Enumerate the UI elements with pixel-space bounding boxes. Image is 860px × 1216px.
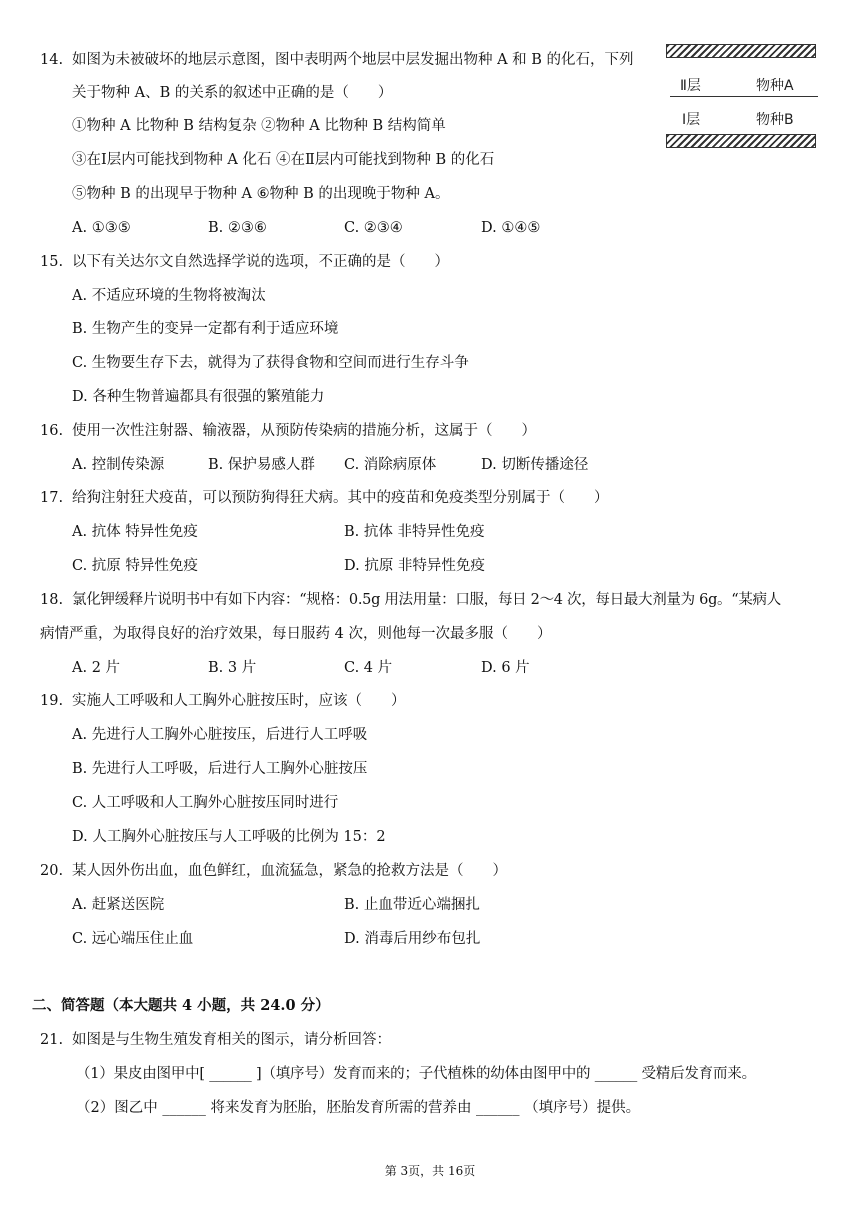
top-hatch-layer [666, 44, 816, 58]
q19-stem: 实施人工呼吸和人工胸外心脏按压时，应该（ ） [72, 693, 406, 709]
q17-option-d: D. 抗原 非特异性免疫 [344, 558, 485, 574]
page-footer: 第 3页，共 16页 [384, 1164, 476, 1178]
species-a-label: 物种A [756, 78, 794, 94]
q15-option-b: B. 生物产生的变异一定都有利于适应环境 [72, 321, 339, 337]
q14-statements-2: ③在Ⅰ层内可能找到物种 A 化石 ④在Ⅱ层内可能找到物种 B 的化石 [72, 152, 495, 168]
bottom-hatch-layer [666, 134, 816, 148]
layer-divider [670, 96, 818, 97]
q15-option-c: C. 生物要生存下去，就得为了获得食物和空间而进行生存斗争 [72, 355, 469, 371]
q17-option-a: A. 抗体 特异性免疫 [72, 524, 198, 540]
q18-number: 18. [40, 592, 64, 608]
q16-option-d: D. 切断传播途径 [481, 457, 589, 473]
q14-option-d: D. ①④⑤ [481, 220, 541, 236]
q14-option-c: C. ②③④ [344, 220, 403, 236]
q18-stem-line2: 病情严重，为取得良好的治疗效果，每日服药 4 次，则他每一次最多服（ ） [40, 626, 552, 642]
q21-part-2: （2）图乙中 ______ 将来发育为胚胎，胚胎发育所需的营养由 ______ （填序号）提供。 [76, 1100, 641, 1116]
q15-option-d: D. 各种生物普遍都具有很强的繁殖能力 [72, 389, 325, 405]
q18-stem-line1: 氯化钾缓释片说明书中有如下内容：“规格：0.5g 用法用量：口服，每日 2～4 次，每日最大剂量为 6g。“某病人 [72, 592, 781, 608]
q17-option-b: B. 抗体 非特异性免疫 [344, 524, 485, 540]
q15-option-a: A. 不适应环境的生物将被淘汰 [72, 288, 266, 304]
layer-2-label: Ⅱ层 [680, 78, 701, 94]
q20-option-d: D. 消毒后用纱布包扎 [344, 931, 481, 947]
q19-option-a: A. 先进行人工胸外心脏按压，后进行人工呼吸 [72, 727, 368, 743]
q16-option-c: C. 消除病原体 [344, 457, 437, 473]
q20-option-c: C. 远心端压住止血 [72, 931, 194, 947]
q17-option-c: C. 抗原 特异性免疫 [72, 558, 198, 574]
q14-statements-3: ⑤物种 B 的出现早于物种 A ⑥物种 B 的出现晚于物种 A。 [72, 186, 450, 202]
q17-number: 17. [40, 490, 64, 506]
q19-number: 19. [40, 693, 64, 709]
q16-option-a: A. 控制传染源 [72, 457, 165, 473]
q16-option-b: B. 保护易感人群 [208, 457, 315, 473]
q14-number: 14. [40, 52, 64, 68]
q17-stem: 给狗注射狂犬疫苗，可以预防狗得狂犬病。其中的疫苗和免疫类型分别属于（ ） [72, 490, 609, 506]
q18-option-c: C. 4 片 [344, 660, 393, 676]
q21-stem: 如图是与生物生殖发育相关的图示，请分析回答： [72, 1032, 391, 1048]
q16-stem: 使用一次性注射器、输液器，从预防传染病的措施分析，这属于（ ） [72, 423, 536, 439]
q19-option-d: D. 人工胸外心脏按压与人工呼吸的比例为 15：2 [72, 829, 386, 845]
section-2-heading: 二、简答题（本大题共 4 小题，共 24.0 分） [32, 997, 330, 1014]
q19-option-c: C. 人工呼吸和人工胸外心脏按压同时进行 [72, 795, 339, 811]
layer-1-label: Ⅰ层 [682, 112, 701, 128]
q14-option-a: A. ①③⑤ [72, 220, 131, 236]
q14-option-b: B. ②③⑥ [208, 220, 267, 236]
q21-number: 21. [40, 1032, 64, 1048]
q14-stem-line1: 如图为未被破坏的地层示意图，图中表明两个地层中层发掘出物种 A 和 B 的化石，下列 [72, 52, 634, 68]
q18-option-a: A. 2 片 [72, 660, 121, 676]
species-b-label: 物种B [756, 112, 794, 128]
q14-stem-line2: 关于物种 A、B 的关系的叙述中正确的是（ ） [72, 85, 393, 101]
q19-option-b: B. 先进行人工呼吸，后进行人工胸外心脏按压 [72, 761, 368, 777]
strata-figure [666, 42, 816, 150]
q14-statements-1: ①物种 A 比物种 B 结构复杂 ②物种 A 比物种 B 结构简单 [72, 118, 446, 134]
q21-part-1: （1）果皮由图甲中[ ______ ]（填序号）发育而来的；子代植株的幼体由图甲中的 ______ 受精后发育而来。 [76, 1066, 756, 1082]
q15-stem: 以下有关达尔文自然选择学说的选项，不正确的是（ ） [72, 254, 449, 270]
q18-option-b: B. 3 片 [208, 660, 257, 676]
q20-option-b: B. 止血带近心端捆扎 [344, 897, 480, 913]
q15-number: 15. [40, 254, 64, 270]
q20-number: 20. [40, 863, 64, 879]
q18-option-d: D. 6 片 [481, 660, 530, 676]
q20-stem: 某人因外伤出血，血色鲜红，血流猛急，紧急的抢救方法是（ ） [72, 863, 507, 879]
q20-option-a: A. 赶紧送医院 [72, 897, 165, 913]
q16-number: 16. [40, 423, 64, 439]
